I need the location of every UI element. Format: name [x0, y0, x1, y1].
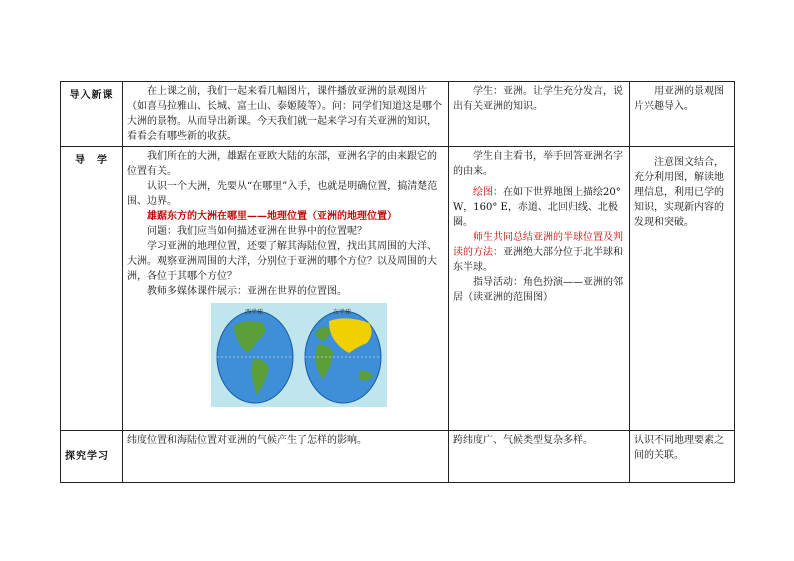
guide-teacher-p1: 我们所在的大洲，雄踞在亚欧大陆的东部，亚洲名字的由来跟它的位置有关。: [127, 151, 437, 177]
intro-intent-paragraph: 用亚洲的景观图片兴趣导入。: [634, 86, 724, 112]
guide-row: [61, 147, 735, 431]
guide-student-activity: 指导活动：角色扮演——亚洲的邻居（读亚洲的范围图）: [453, 277, 623, 303]
explore-student-text: 跨纬度广、气候类型复杂多样。: [449, 431, 630, 483]
guide-label: 导 学: [61, 147, 123, 431]
explore-label: 探究学习: [61, 431, 123, 483]
draw-label: 绘图：: [473, 187, 503, 198]
guide-teacher-p3: 问题：我们应当如何描述亚洲在世界中的位置呢？: [147, 226, 367, 237]
intro-intent-text: [630, 82, 735, 147]
guide-teacher-p2: 认识一个大洲，先要从“在哪里”入手，也就是明确位置，搞清楚范围、边界。: [127, 181, 438, 207]
explore-teacher-text: 纬度位置和海陆位置对亚洲的气候产生了怎样的影响。: [123, 431, 449, 483]
guide-teacher-cell: [123, 147, 449, 431]
intro-teacher-paragraph: 在上课之前，我们一起来看几幅图片，课件播放亚洲的景观图片（如喜马拉雅山、长城、富士山、泰姬陵等）。问：同学们知道这是哪个大洲的景物。从而导出新课。今天我们就一起来学习有关亚洲的知识，看看会有哪些新的收获。: [127, 86, 442, 142]
intro-row: [61, 82, 735, 147]
draw-text: 在如下世界地图上描绘20° W，160° E，赤道、北回归线、北极圈。: [453, 187, 621, 228]
intro-teacher-text: [123, 82, 449, 147]
lesson-plan-table: [60, 81, 735, 483]
explore-intent-text: 认识不同地理要素之间的关联。: [630, 431, 735, 483]
map-east-label: 东半球: [333, 309, 352, 316]
guide-student-p1: 学生自主看书，举手回答亚洲名字的由来。: [453, 151, 623, 177]
guide-student-cell: [449, 147, 630, 431]
explore-row: [61, 431, 735, 483]
guide-teacher-p5: 教师多媒体课件展示：亚洲在世界的位置图。: [147, 286, 347, 297]
map-west-label: 西半球: [245, 309, 264, 316]
summary-label: 师生共同总结亚洲的半球位置及判读的方法：: [453, 232, 623, 258]
guide-heading: 雄踞东方的大洲在哪里——地理位置（亚洲的地理位置）: [147, 211, 397, 222]
world-hemispheres-map: [211, 303, 387, 407]
guide-intent-cell: [630, 147, 735, 431]
intro-student-text: [449, 82, 630, 147]
guide-student-summary: [453, 230, 625, 275]
guide-intent-paragraph: 注意图文结合，充分利用图，解读地理信息，利用已学的知识，实现新内容的发现和突破。: [634, 157, 724, 228]
summary-text: 亚洲绝大部分位于北半球和东半球。: [453, 247, 623, 273]
intro-label: 导入新课: [61, 82, 123, 147]
guide-teacher-p4: 学习亚洲的地理位置，还要了解其海陆位置，找出其周围的大洋、大洲。观察亚洲周围的大洋，分别位于亚洲的哪个方位？以及周围的大洲，各位于其哪个方位？: [127, 241, 437, 282]
intro-student-paragraph: 学生：亚洲。让学生充分发言，说出有关亚洲的知识。: [453, 86, 623, 112]
guide-student-draw: [453, 185, 625, 230]
